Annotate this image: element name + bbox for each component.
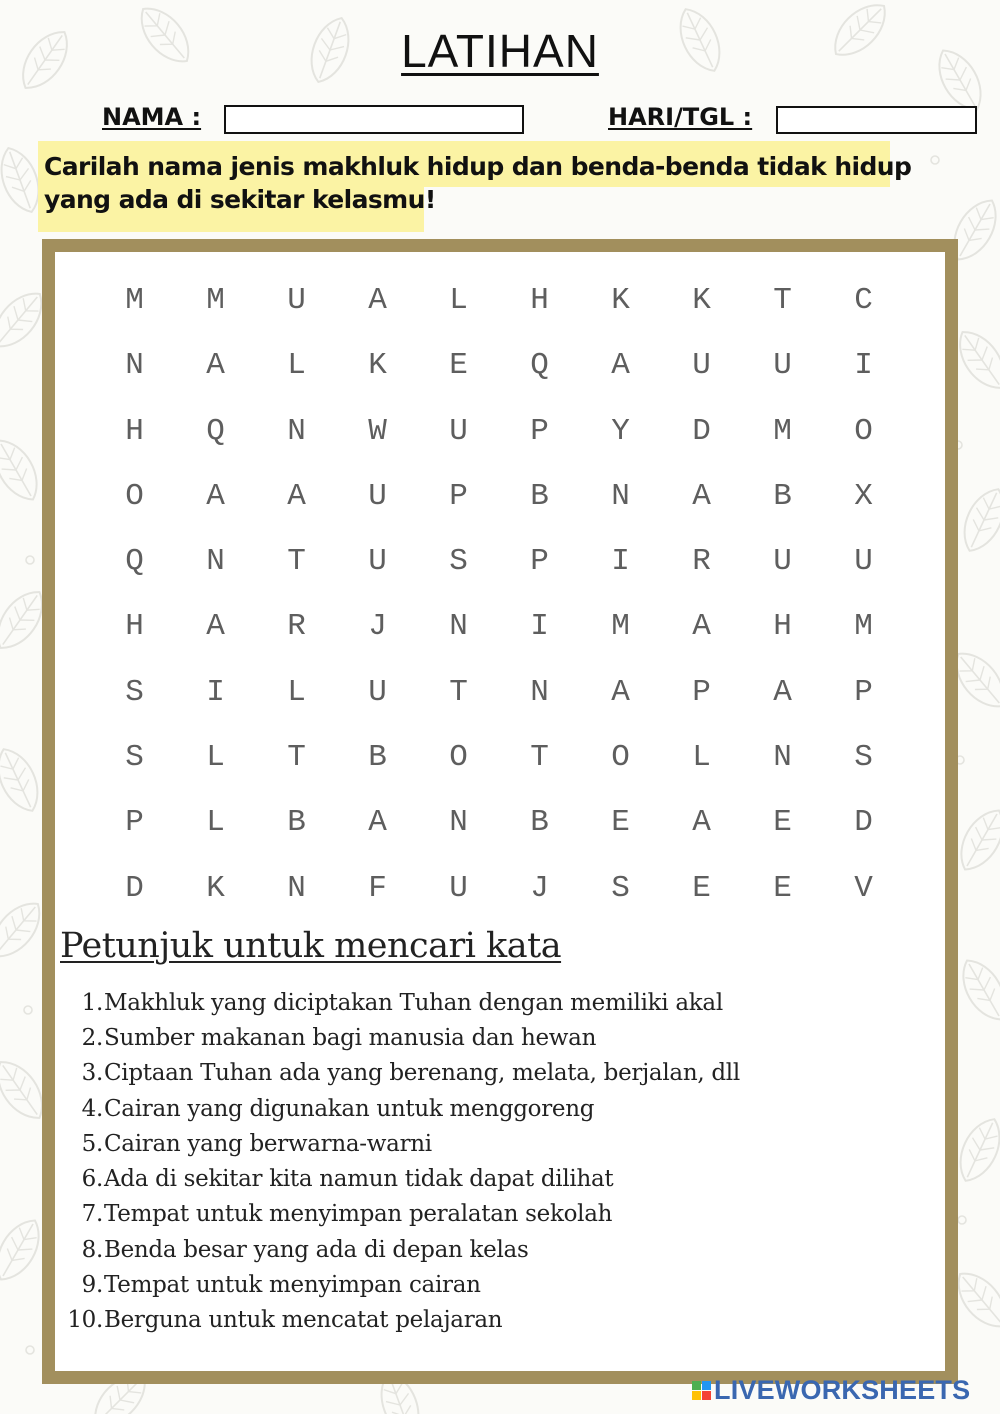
hint-text: Cairan yang digunakan untuk menggoreng	[104, 1095, 595, 1122]
grid-letter[interactable]: T	[449, 674, 468, 710]
grid-letter[interactable]: A	[692, 805, 711, 841]
liveworksheets-text: LIVEWORKSHEETS	[714, 1375, 971, 1405]
grid-letter[interactable]: S	[449, 544, 468, 580]
grid-letter[interactable]: B	[530, 805, 549, 841]
hint-number: 6.	[81, 1166, 103, 1193]
date-input[interactable]	[776, 106, 977, 134]
hint-number: 10.	[67, 1307, 103, 1334]
grid-letter[interactable]: A	[287, 478, 306, 514]
hint-item	[60, 1267, 930, 1302]
hint-text: Benda besar yang ada di depan kelas	[104, 1236, 529, 1263]
grid-letter[interactable]: L	[206, 740, 225, 776]
hint-item	[60, 1091, 930, 1126]
hint-number: 4.	[81, 1095, 103, 1122]
hint-number: 2.	[81, 1024, 103, 1051]
hint-number: 8.	[81, 1236, 103, 1263]
grid-letter[interactable]: S	[125, 674, 144, 710]
hint-text: Ada di sekitar kita namun tidak dapat dilihat	[104, 1166, 614, 1193]
grid-letter[interactable]: E	[692, 870, 711, 906]
liveworksheets-icon	[692, 1381, 711, 1400]
instruction-text	[44, 150, 924, 216]
grid-letter[interactable]: B	[530, 478, 549, 514]
grid-letter[interactable]: R	[692, 544, 711, 580]
grid-letter[interactable]: N	[125, 348, 144, 384]
hint-number: 7.	[81, 1201, 103, 1228]
grid-letter[interactable]: N	[449, 805, 468, 841]
grid-letter[interactable]: J	[368, 609, 387, 645]
instruction-line: Carilah nama jenis makhluk hidup dan benda-benda tidak hidup	[44, 152, 912, 181]
grid-letter[interactable]: B	[773, 478, 792, 514]
grid-letter[interactable]: F	[368, 870, 387, 906]
grid-letter[interactable]: M	[206, 283, 225, 318]
date-label: HARI/TGL :	[608, 103, 753, 131]
grid-letter[interactable]: M	[611, 609, 630, 645]
grid-letter[interactable]: H	[773, 609, 792, 645]
grid-letter[interactable]: N	[206, 544, 225, 580]
grid-letter[interactable]: K	[692, 283, 711, 318]
grid-letter[interactable]: O	[449, 740, 468, 776]
grid-letter[interactable]: L	[206, 805, 225, 841]
name-input[interactable]	[224, 105, 524, 134]
grid-letter[interactable]: U	[368, 674, 387, 710]
grid-letter[interactable]: A	[692, 478, 711, 514]
grid-letter[interactable]: D	[854, 805, 873, 841]
grid-letter[interactable]: A	[611, 674, 630, 710]
grid-letter[interactable]: Q	[206, 413, 225, 449]
grid-letter[interactable]: V	[854, 870, 873, 906]
grid-letter[interactable]: J	[530, 870, 549, 906]
hint-text: Cairan yang berwarna-warni	[104, 1130, 432, 1157]
grid-letter[interactable]: U	[854, 544, 873, 580]
grid-letter[interactable]: P	[692, 674, 711, 710]
grid-letter[interactable]: S	[854, 740, 873, 776]
grid-letter[interactable]: M	[773, 413, 792, 449]
grid-letter[interactable]: B	[368, 740, 387, 776]
grid-letter[interactable]: K	[611, 283, 630, 318]
grid-letter[interactable]: A	[611, 348, 630, 384]
grid-letter[interactable]: P	[854, 674, 873, 710]
grid-letter[interactable]: S	[125, 740, 144, 776]
word-search-grid[interactable]	[94, 283, 904, 906]
grid-letter[interactable]: Y	[611, 413, 630, 449]
hints-list	[60, 985, 930, 1338]
grid-letter[interactable]: T	[773, 283, 792, 318]
grid-letter[interactable]: X	[854, 478, 873, 514]
hint-item	[60, 1126, 930, 1161]
grid-letter[interactable]: E	[449, 348, 468, 384]
grid-letter[interactable]: S	[611, 870, 630, 906]
grid-letter[interactable]: N	[449, 609, 468, 645]
hint-text: Sumber makanan bagi manusia dan hewan	[104, 1024, 597, 1051]
grid-letter[interactable]: E	[611, 805, 630, 841]
grid-letter[interactable]: I	[611, 544, 630, 580]
hint-item	[60, 1020, 930, 1055]
name-label: NAMA :	[102, 103, 202, 131]
hint-item	[60, 1303, 930, 1338]
hint-text: Ciptaan Tuhan ada yang berenang, melata, berjalan, dll	[104, 1060, 740, 1087]
grid-letter[interactable]: A	[206, 348, 225, 384]
grid-letter[interactable]: H	[530, 283, 549, 318]
grid-letter[interactable]: L	[287, 348, 306, 384]
hint-number: 3.	[81, 1060, 103, 1087]
grid-letter[interactable]: P	[530, 544, 549, 580]
grid-letter[interactable]: P	[530, 413, 549, 449]
grid-letter[interactable]: U	[449, 413, 468, 449]
liveworksheets-logo	[692, 1375, 970, 1405]
hint-number: 1.	[81, 989, 103, 1016]
grid-letter[interactable]: L	[287, 674, 306, 710]
hint-text: Tempat untuk menyimpan cairan	[104, 1272, 481, 1299]
grid-letter[interactable]: I	[854, 348, 873, 384]
grid-letter[interactable]: U	[773, 544, 792, 580]
grid-letter[interactable]: N	[530, 674, 549, 710]
grid-letter[interactable]: E	[773, 870, 792, 906]
hint-item	[60, 1232, 930, 1267]
grid-letter[interactable]: U	[449, 870, 468, 906]
grid-letter[interactable]: M	[854, 609, 873, 645]
grid-letter[interactable]: R	[287, 609, 306, 645]
grid-letter[interactable]: K	[368, 348, 387, 384]
grid-letter[interactable]: U	[287, 283, 306, 318]
grid-letter[interactable]: N	[611, 478, 630, 514]
grid-letter[interactable]: D	[125, 870, 144, 906]
grid-letter[interactable]: E	[773, 805, 792, 841]
grid-letter[interactable]: P	[125, 805, 144, 841]
grid-letter[interactable]: N	[773, 740, 792, 776]
grid-letter[interactable]: N	[287, 413, 306, 449]
hints-title: Petunjuk untuk mencari kata	[60, 926, 562, 966]
hint-item	[60, 985, 930, 1020]
grid-letter[interactable]: N	[287, 870, 306, 906]
hint-item	[60, 1197, 930, 1232]
grid-letter[interactable]: W	[368, 413, 387, 449]
grid-letter[interactable]: L	[449, 283, 468, 318]
grid-letter[interactable]: Q	[125, 544, 144, 580]
grid-letter[interactable]: T	[530, 740, 549, 776]
grid-letter[interactable]: D	[692, 413, 711, 449]
grid-letter[interactable]: H	[125, 609, 144, 645]
hint-text: Berguna untuk mencatat pelajaran	[104, 1307, 503, 1334]
hint-text: Makhluk yang diciptakan Tuhan dengan memiliki akal	[104, 989, 723, 1016]
grid-letter[interactable]: A	[773, 674, 792, 710]
grid-letter[interactable]: A	[692, 609, 711, 645]
grid-letter[interactable]: T	[287, 740, 306, 776]
grid-letter[interactable]: O	[854, 413, 873, 449]
grid-letter[interactable]: A	[206, 609, 225, 645]
grid-letter[interactable]: O	[611, 740, 630, 776]
instruction-line: yang ada di sekitar kelasmu!	[44, 185, 436, 214]
grid-letter[interactable]: U	[692, 348, 711, 384]
grid-letter[interactable]: P	[449, 478, 468, 514]
grid-letter[interactable]: U	[773, 348, 792, 384]
hint-number: 9.	[81, 1272, 103, 1299]
grid-letter[interactable]: A	[368, 283, 387, 318]
page-title: LATIHAN	[401, 25, 599, 77]
hint-item	[60, 1161, 930, 1196]
grid-letter[interactable]: A	[206, 478, 225, 514]
grid-letter[interactable]: Q	[530, 348, 549, 384]
hint-item	[60, 1056, 930, 1091]
grid-letter[interactable]: U	[368, 478, 387, 514]
grid-letter[interactable]: H	[125, 413, 144, 449]
hint-text: Tempat untuk menyimpan peralatan sekolah	[104, 1201, 613, 1228]
grid-letter[interactable]: B	[287, 805, 306, 841]
hint-number: 5.	[81, 1130, 103, 1157]
grid-letter[interactable]: M	[125, 283, 144, 318]
grid-letter[interactable]: U	[368, 544, 387, 580]
grid-letter[interactable]: A	[368, 805, 387, 841]
grid-letter[interactable]: L	[692, 740, 711, 776]
grid-letter[interactable]: K	[206, 870, 225, 906]
grid-letter[interactable]: I	[206, 674, 225, 710]
grid-letter[interactable]: O	[125, 478, 144, 514]
grid-letter[interactable]: T	[287, 544, 306, 580]
grid-letter[interactable]: C	[854, 283, 873, 318]
grid-letter[interactable]: I	[530, 609, 549, 645]
